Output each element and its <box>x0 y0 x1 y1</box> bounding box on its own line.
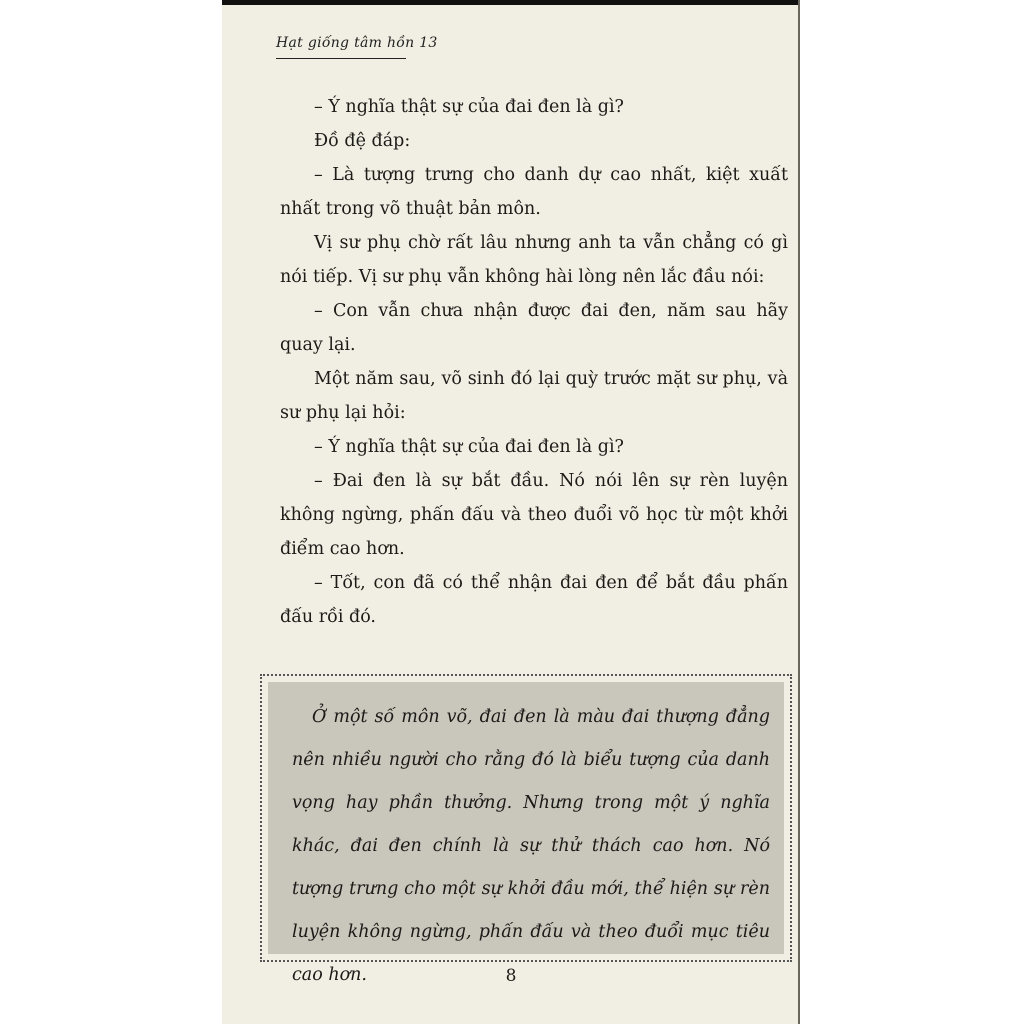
paragraph: – Tốt, con đã có thể nhận đai đen để bắt đầu phấn đấu rồi đó. <box>280 573 788 627</box>
paragraph: Đồ đệ đáp: <box>314 131 411 151</box>
paragraph: Vị sư phụ chờ rất lâu nhưng anh ta vẫn chẳng có gì nói tiếp. Vị sư phụ vẫn không hài lòng nên lắc đầu nói: <box>280 233 788 287</box>
quote-shading <box>268 682 784 985</box>
quote-box <box>260 674 792 985</box>
running-header: Hạt giống tâm hồn 13 <box>276 35 438 51</box>
quote-text: Ở một số môn võ, đai đen là màu đai thượng đẳng nên nhiều người cho rằng đó là biểu tượng của danh vọng hay phần thưởng. Nhưng trong một ý nghĩa khác, đai đen chính là sự thử thách cao hơn. Nó tượng trưng cho một sự khởi đầu mới, thể hiện sự rèn luyện không ngừng, phấn đấu và theo đuổi mục tiêu cao hơn. <box>292 707 770 985</box>
book-page <box>222 0 800 1024</box>
page-number: 8 <box>505 966 517 986</box>
paragraph: – Ý nghĩa thật sự của đai đen là gì? <box>314 97 624 117</box>
paragraph: – Đai đen là sự bắt đầu. Nó nói lên sự rèn luyện không ngừng, phấn đấu và theo đuổi võ học từ một khởi điểm cao hơn. <box>280 471 788 559</box>
paragraph: Một năm sau, võ sinh đó lại quỳ trước mặt sư phụ, và sư phụ lại hỏi: <box>280 369 788 423</box>
header-rule <box>276 58 406 59</box>
paragraph: – Là tượng trưng cho danh dự cao nhất, kiệt xuất nhất trong võ thuật bản môn. <box>280 165 788 219</box>
page-edge <box>798 0 800 1024</box>
top-edge <box>222 0 800 5</box>
paragraph: – Con vẫn chưa nhận được đai đen, năm sau hãy quay lại. <box>280 301 788 355</box>
body-text <box>280 90 788 634</box>
paragraph: – Ý nghĩa thật sự của đai đen là gì? <box>314 437 624 457</box>
